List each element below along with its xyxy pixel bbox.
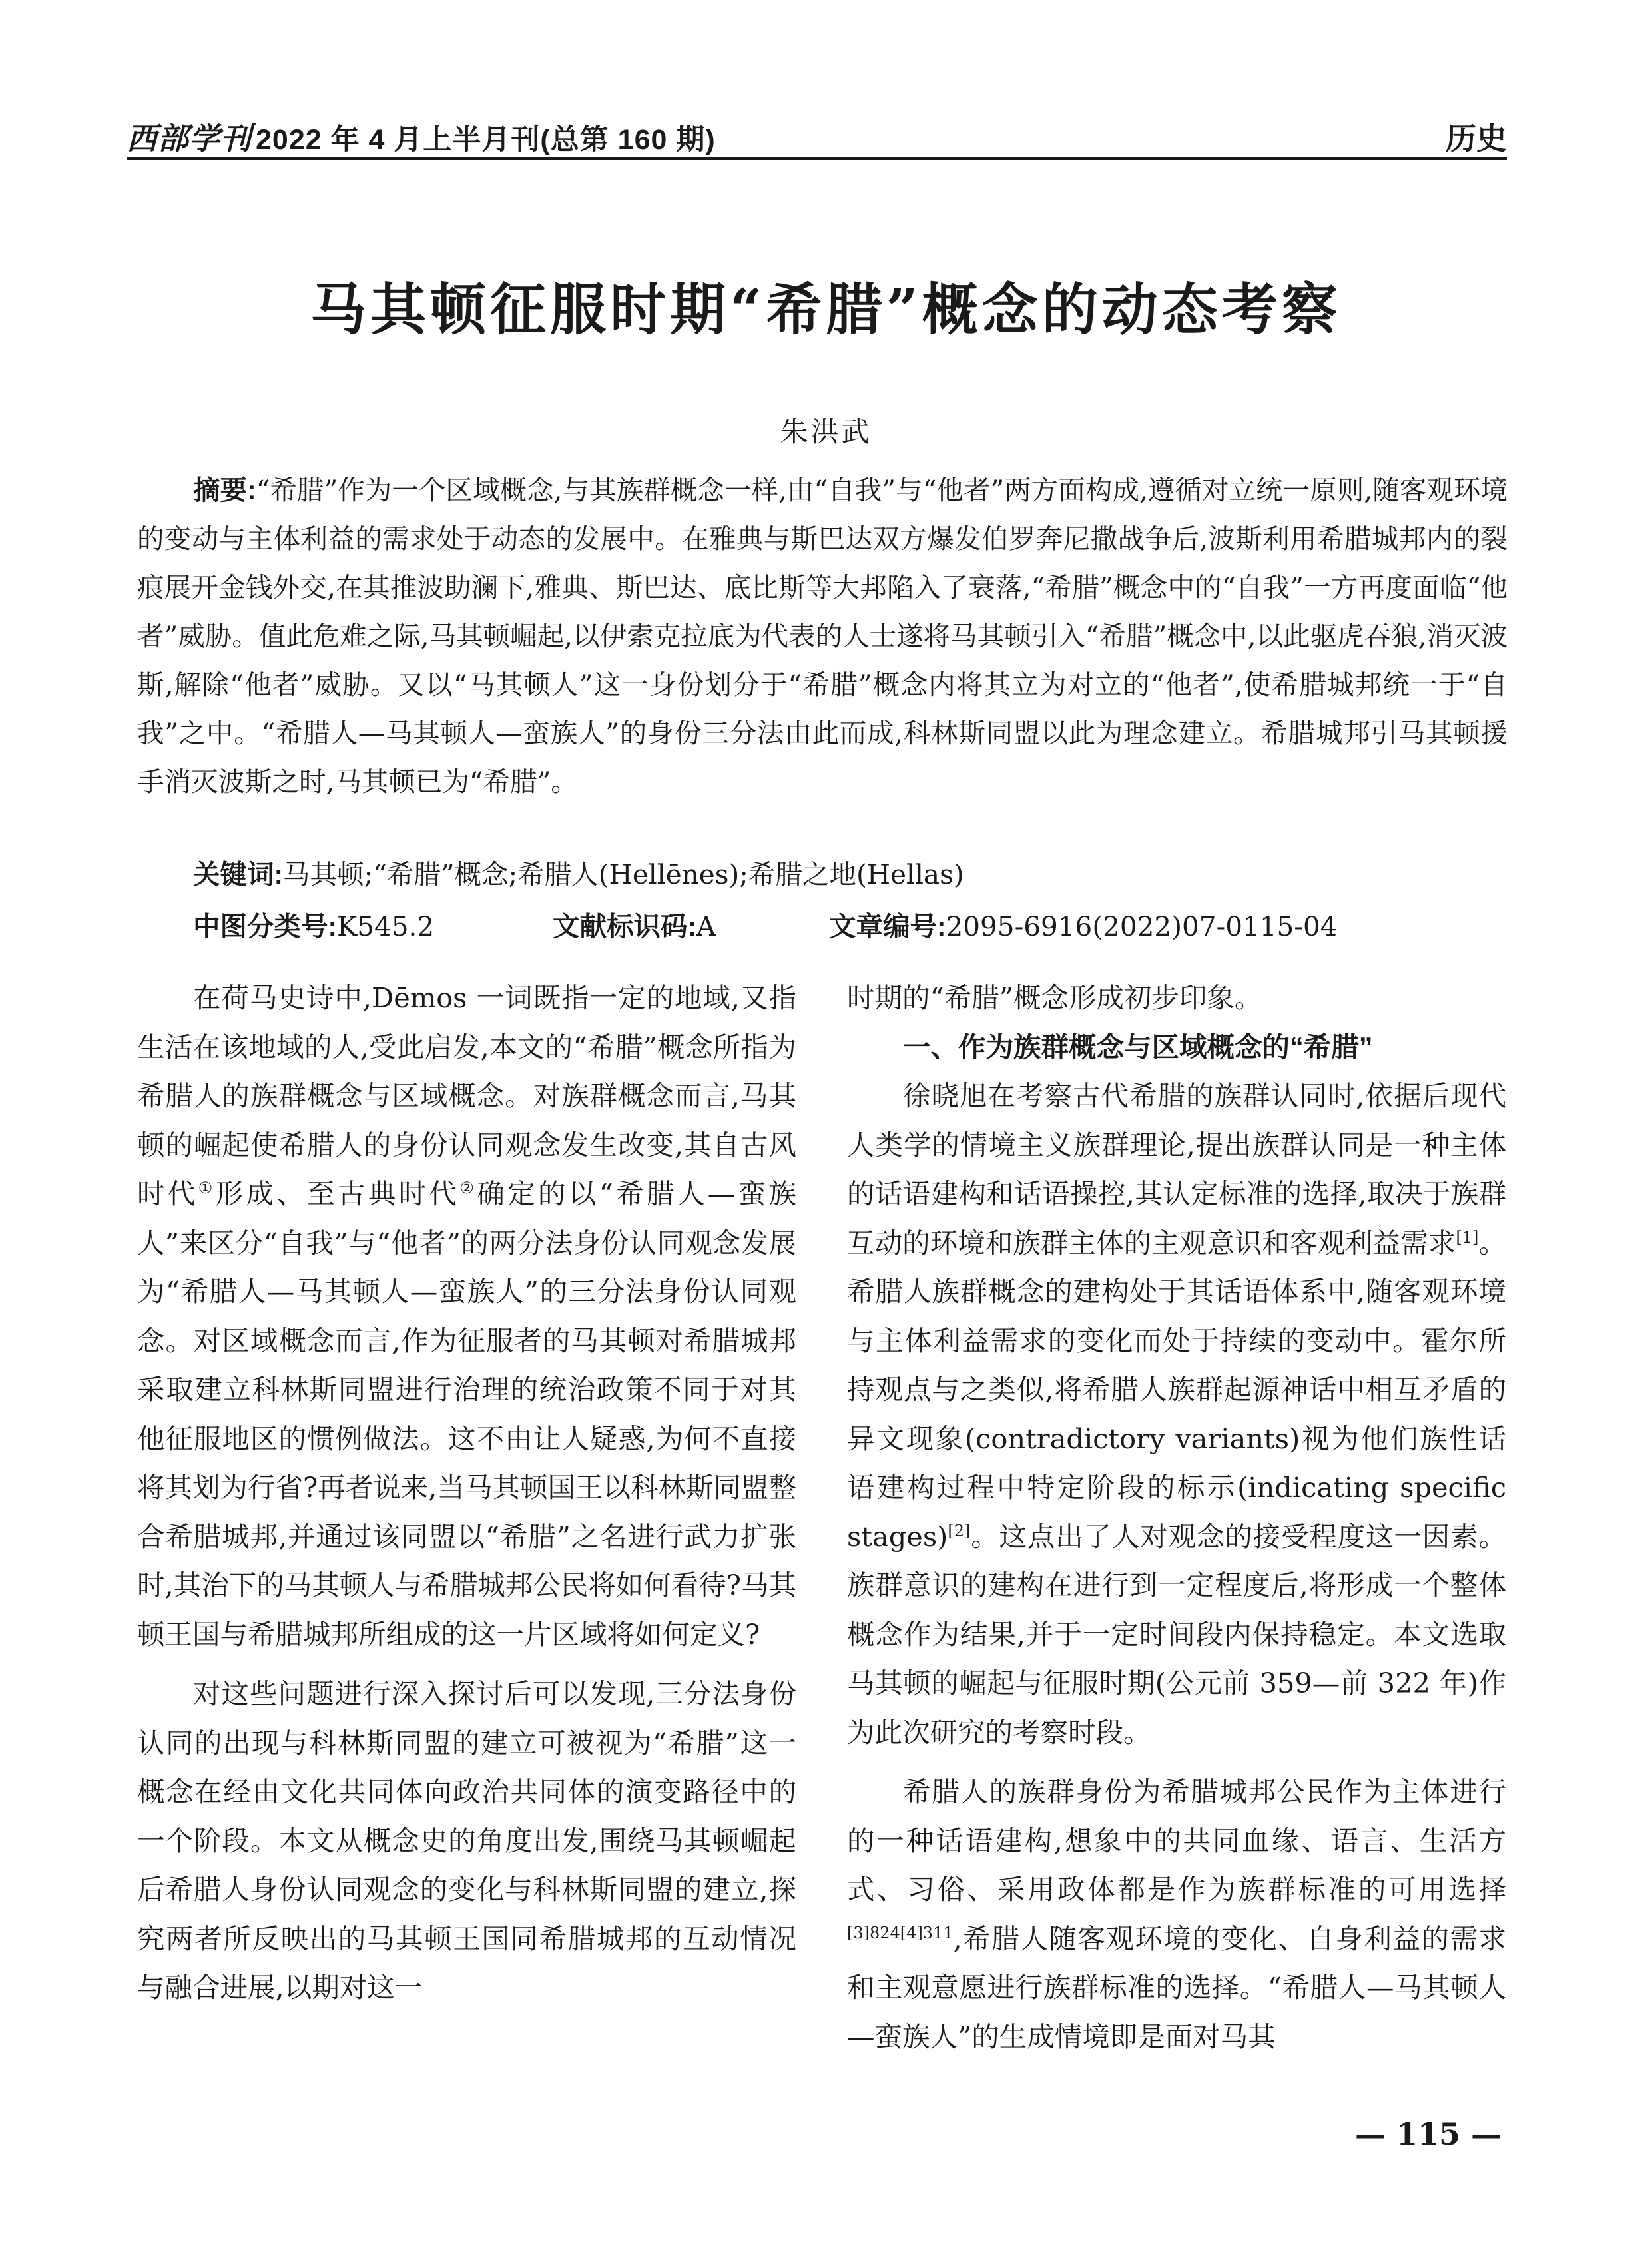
paragraph: 时期的“希腊”概念形成初步印象。 bbox=[847, 981, 1262, 1014]
clc-value: K545.2 bbox=[337, 910, 435, 942]
doc-value: A bbox=[696, 910, 716, 942]
journal-name bbox=[127, 115, 716, 158]
abstract-text: “希腊”作为一个区域概念,与其族群概念一样,由“自我”与“他者”两方面构成,遵循对立统一原则,随客观环境的变动与主体利益的需求处于动态的发展中。在雅典与斯巴达双方爆发伯罗奔尼撒战争后,波斯利用希腊城邦内的裂痕展开金钱外交,在其推波助澜下,雅典、斯巴达、底比斯等大邦陷入了衰落,“希腊”概念中的“自我”一方再度面临“他者”威胁。值此危难之际,马其顿崛起,以伊索克拉底为代表的人士遂将马其顿引入“希腊”概念中,以此驱虎吞狼,消灭波斯,解除“他者”威胁。又以“马其顿人”这一身份划分于“希腊”概念内将其立为对立的“他者”,使希腊城邦统一于“自我”之中。“希腊人—马其顿人—蛮族人”的身份三分法由此而成,科林斯同盟以此为理念建立。希腊城邦引马其顿援手消灭波斯之时,马其顿已为“希腊”。 bbox=[137, 474, 1508, 798]
running-header bbox=[127, 107, 1507, 160]
paragraph: 徐晓旭在考察古代希腊的族群认同时,依据后现代人类学的情境主义族群理论,提出族群认同是一种主体的话语建构和话语操控,其认定标准的选择,取决于族群互动的环境和族群主体的主观意识和客观利益需求[1]。希腊人族群概念的建构处于其话语体系中,随客观环境与主体利益需求的变化而处于持续的变动中。霍尔所持观点与之类似,将希腊人族群起源神话中相互矛盾的异文现象(contradictory variants)视为他们族性话语建构过程中特定阶段的标示(indicating specific stages)[2]。这点出了人对观念的接受程度这一因素。族群意识的建构在进行到一定程度后,将形成一个整体概念作为结果,并于一定时间段内保持稳定。本文选取马其顿的崛起与征服时期(公元前 359—前 322 年)作为此次研究的考察时段。 bbox=[847, 1079, 1506, 1749]
keywords-text: 马其顿;“希腊”概念;希腊人(Hellēnes);希腊之地(Hellas) bbox=[283, 858, 964, 890]
citation: [2] bbox=[948, 1521, 971, 1540]
issue-info: 2022 年 4 月上半月刊(总第 160 期) bbox=[256, 124, 716, 156]
keywords-label: 关键词: bbox=[193, 859, 283, 890]
abstract-label: 摘要: bbox=[193, 475, 256, 505]
document-code bbox=[553, 904, 716, 944]
citation: [3]824[4]311 bbox=[847, 1923, 954, 1942]
abstract bbox=[137, 466, 1508, 806]
footnote-marker: ② bbox=[459, 1179, 477, 1198]
keywords bbox=[193, 852, 964, 892]
paragraph: 希腊人的族群身份为希腊城邦公民作为主体进行的一种话语建构,想象中的共同血缘、语言、生活方式、习俗、采用政体都是作为族群标准的可用选择$^{[3]824[4]311}$,希腊人随客观环境的变化、自身利益的需求和主观意愿进行族群标准的选择。“希腊人—马其顿人—蛮族人”的生成情境即是面对马其 bbox=[847, 1775, 1506, 2053]
doc-label: 文献标识码: bbox=[553, 911, 696, 942]
paragraph: 在荷马史诗中,Dēmos 一词既指一定的地域,又指生活在该地域的人,受此启发,本文的“希腊”概念所指为希腊人的族群概念与区域概念。对族群概念而言,马其顿的崛起使希腊人的身份认同观念发生改变,其自古风时代①形成、至古典时代②确定的以“希腊人—蛮族人”来区分“自我”与“他者”的两分法身份认同观念发展为“希腊人—马其顿人—蛮族人”的三分法身份认同观念。对区域概念而言,作为征服者的马其顿对希腊城邦采取建立科林斯同盟进行治理的统治政策不同于对其他征服地区的惯例做法。这不由让人疑惑,为何不直接将其划为行省?再者说来,当马其顿国王以科林斯同盟整合希腊城邦,并通过该同盟以“希腊”之名进行武力扩张时,其治下的马其顿人与希腊城邦公民将如何看待?马其顿王国与希腊城邦所组成的这一片区域将如何定义? bbox=[137, 981, 796, 1651]
clc-number bbox=[193, 904, 434, 944]
footnote-marker: ① bbox=[198, 1179, 216, 1198]
article-title: 马其顿征服时期“希腊”概念的动态考察 bbox=[310, 276, 1342, 342]
header-rule bbox=[127, 157, 1507, 160]
article-number bbox=[829, 904, 1338, 944]
body-column-right bbox=[847, 974, 1506, 2061]
body-column-left bbox=[137, 974, 796, 2012]
journal-logo: 西部学刊 bbox=[127, 121, 252, 156]
paragraph: 对这些问题进行深入探讨后可以发现,三分法身份认同的出现与科林斯同盟的建立可被视为“希腊”这一概念在经由文化共同体向政治共同体的演变路径中的一个阶段。本文从概念史的角度出发,围绕马其顿崛起后希腊人身份认同观念的变化与科林斯同盟的建立,探究两者所反映出的马其顿王国同希腊城邦的互动情况与融合进展,以期对这一 bbox=[137, 1677, 796, 2004]
citation: [1] bbox=[1456, 1227, 1479, 1247]
section-heading: 一、作为族群概念与区域概念的“希腊” bbox=[903, 1031, 1373, 1063]
clc-label: 中图分类号: bbox=[193, 911, 337, 942]
page-number: — 115 — bbox=[1354, 2116, 1502, 2152]
article-number-label: 文章编号: bbox=[829, 911, 946, 942]
article-number-value: 2095-6916(2022)07-0115-04 bbox=[946, 910, 1338, 942]
article-author: 朱洪武 bbox=[780, 416, 872, 448]
section-label: 历史 bbox=[1446, 121, 1507, 156]
